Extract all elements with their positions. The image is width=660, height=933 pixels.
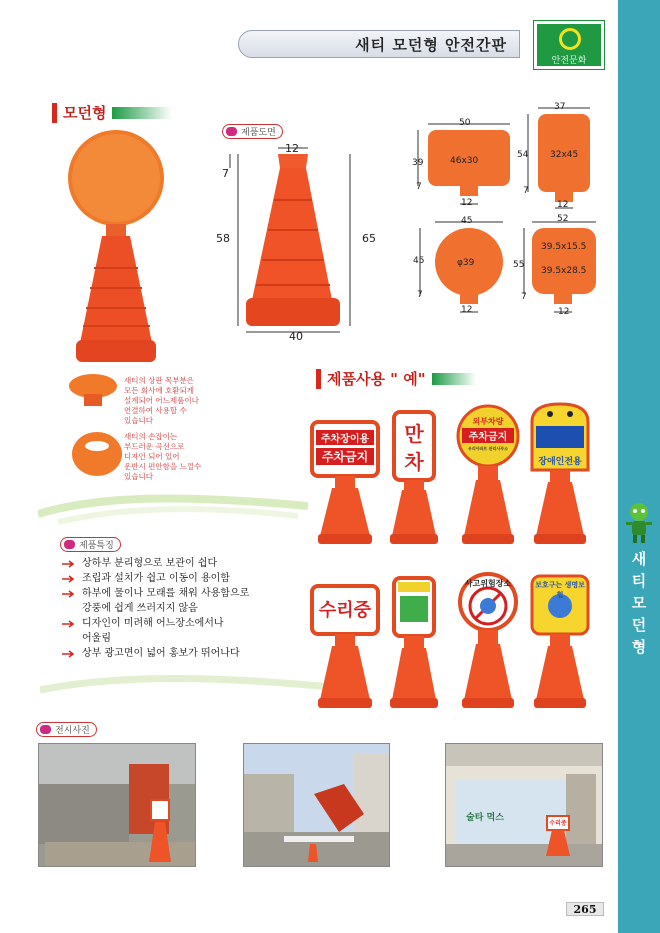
section-heading-main: 모던형 bbox=[52, 102, 172, 123]
page-number: 265 bbox=[566, 902, 604, 916]
arrow-icon bbox=[62, 575, 76, 583]
dim-text: 45 bbox=[461, 216, 473, 226]
dim-text: 39.5x15.5 bbox=[541, 242, 587, 252]
dim-text: 7 bbox=[521, 292, 527, 302]
feature-item: 조립과 설치가 쉽고 이동이 용이함 bbox=[62, 571, 302, 586]
dim-text: 7 bbox=[416, 182, 422, 192]
dim-text: 52 bbox=[557, 214, 569, 224]
dim-text: 45 bbox=[413, 256, 425, 266]
dim-text: 54 bbox=[517, 150, 529, 160]
sign-example: 주차장이용 주차금지 bbox=[310, 396, 380, 546]
dim-text: 55 bbox=[513, 260, 525, 270]
feature-item: 상부 광고면이 넓어 홍보가 뛰어나다 bbox=[62, 646, 302, 661]
note-handle: 새티의 손잡이는 부드러운 곡선으로 디자인 되어 있어 운반시 편안함을 느낄수 있습니다 bbox=[124, 432, 202, 481]
dim-text: 37 bbox=[554, 102, 566, 112]
dim-text: 12 bbox=[461, 305, 473, 315]
dim-text: 32x45 bbox=[550, 150, 579, 160]
handle-detail-image bbox=[70, 430, 124, 478]
dim-text: 7 bbox=[417, 290, 423, 300]
feature-item-continued: 어울림 bbox=[82, 633, 111, 644]
dim-text: 39.5x28.5 bbox=[541, 266, 587, 276]
sign-example: 사고위험장소 bbox=[456, 564, 520, 712]
feature-item: 디자인이 미려해 어느장소에서나 bbox=[62, 616, 302, 631]
sign-example: 장애인전용 bbox=[526, 396, 594, 546]
features-list bbox=[62, 556, 302, 661]
exhibit-photo-3 bbox=[445, 743, 603, 867]
usage-examples bbox=[310, 396, 594, 712]
arrow-icon bbox=[62, 590, 76, 598]
dim-text: 46x30 bbox=[450, 156, 479, 166]
photos-pill: 전시사진 bbox=[36, 722, 97, 737]
dim-text: 50 bbox=[459, 118, 471, 128]
dim-top: 12 bbox=[285, 142, 299, 155]
dim-bottom: 40 bbox=[289, 330, 303, 343]
cone-product-image bbox=[64, 128, 169, 366]
features-pill: 제품특징 bbox=[60, 537, 121, 552]
side-band bbox=[618, 0, 660, 933]
sign-example: 만 차 bbox=[386, 396, 442, 546]
feature-item: 상하부 분리형으로 보관이 쉽다 bbox=[62, 556, 302, 571]
feature-item-continued: 강풍에 쉽게 쓰러지지 않음 bbox=[82, 603, 198, 614]
sign-example: 외부차량 주차금지 우리아파트 관리사무소 bbox=[456, 396, 520, 546]
logo-text: 안전문화 bbox=[551, 56, 587, 66]
side-label: 새 티 모 던 형 bbox=[631, 550, 647, 656]
dim-text: φ39 bbox=[457, 258, 475, 268]
arrow-icon bbox=[62, 620, 76, 628]
dim-left: 58 bbox=[216, 232, 230, 245]
photo-sign-text: 수리중 bbox=[549, 820, 567, 827]
feature-item: 하부에 물이나 모래를 채워 사용함으로 bbox=[62, 586, 302, 601]
drawing-pill: 제품도면 bbox=[222, 124, 283, 139]
logo bbox=[533, 20, 605, 70]
title-bar bbox=[238, 30, 520, 58]
dim-text: 7 bbox=[523, 186, 529, 196]
mascot-icon bbox=[620, 500, 658, 544]
dim-text: 12 bbox=[558, 307, 570, 317]
photo-store-text: 술타 먹스 bbox=[466, 813, 504, 823]
dim-left-top: 7 bbox=[222, 167, 229, 180]
arrow-icon bbox=[62, 560, 76, 568]
dim-text: 12 bbox=[461, 198, 473, 208]
sign-example: 보호구는 생명보험 bbox=[526, 564, 594, 712]
drawing-circle bbox=[414, 220, 524, 316]
section-heading-usage: 제품사용 " 예" bbox=[316, 368, 476, 389]
sign-example: 수리중 bbox=[310, 564, 380, 712]
arrow-icon bbox=[62, 650, 76, 658]
decorative-swoosh bbox=[40, 672, 340, 702]
decorative-swoosh bbox=[38, 492, 308, 528]
dim-right: 65 bbox=[362, 232, 376, 245]
sign-example bbox=[386, 564, 442, 712]
exhibit-photo-1 bbox=[38, 743, 196, 867]
dim-text: 12 bbox=[557, 200, 569, 210]
note-neck: 새티의 상판 목부분은 모든 회사에 호환되게 설계되어 어느제품이나 연결하여 사용할 수 있습니다 bbox=[124, 376, 199, 425]
neck-detail-image bbox=[66, 372, 120, 410]
dim-text: 39 bbox=[412, 158, 424, 168]
logo-ring-icon bbox=[559, 28, 581, 50]
page-title: 새티 모던형 안전간판 bbox=[355, 36, 507, 54]
exhibit-photo-2 bbox=[243, 743, 390, 867]
